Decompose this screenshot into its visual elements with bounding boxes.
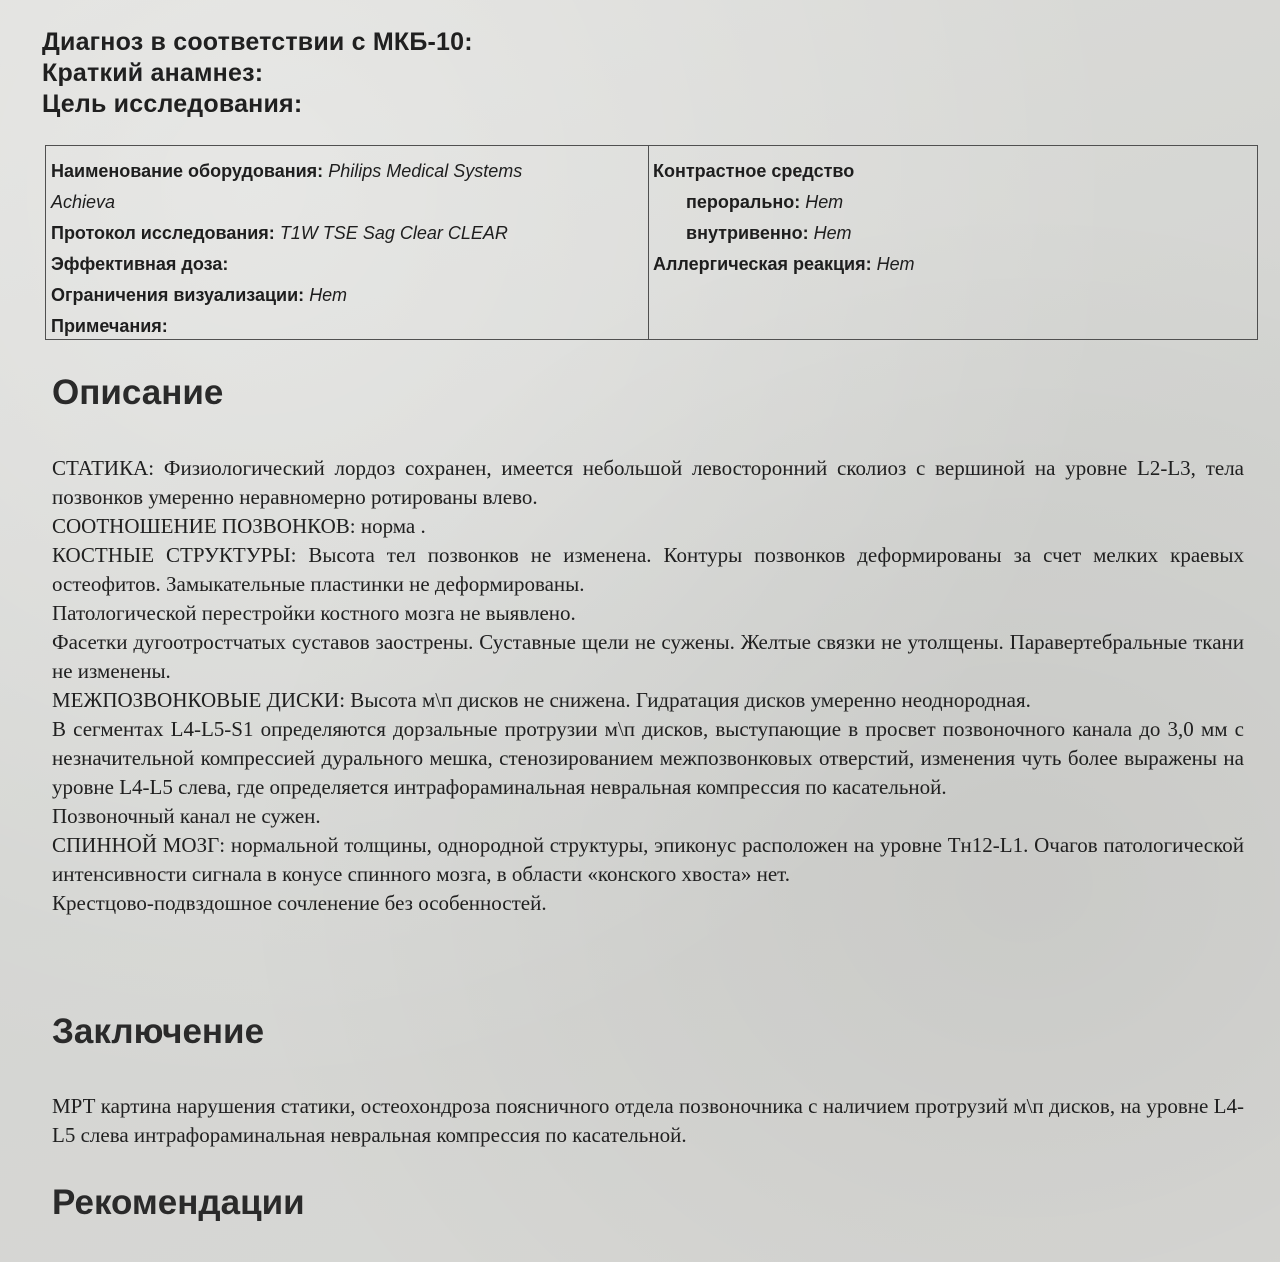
description-body — [52, 454, 1244, 918]
description-paragraph: КОСТНЫЕ СТРУКТУРЫ: Высота тел позвонков не изменена. Контуры позвонков деформированы за счет мелких краевых остеофитов. Замыкательные пластинки не деформированы. — [52, 543, 1244, 596]
dose-label: Эффективная доза: — [51, 254, 229, 274]
description-paragraph: МЕЖПОЗВОНКОВЫЕ ДИСКИ: Высота м\п дисков не снижена. Гидратация дисков умеренно неоднородная. — [52, 688, 1031, 712]
conclusion-text: МРТ картина нарушения статики, остеохондроза поясничного отдела позвоночника с наличием протрузий м\п дисков, на уровне L4-L5 слева интрафораминальная невральная компрессия по касательной. — [52, 1094, 1244, 1147]
limits-label: Ограничения визуализации: — [51, 285, 305, 305]
purpose-label: Цель исследования: — [42, 90, 303, 118]
oral-label: перорально: — [686, 192, 801, 212]
iv-label: внутривенно: — [686, 223, 809, 243]
description-paragraph: СПИННОЙ МОЗГ: нормальной толщины, однородной структуры, эпиконус расположен на уровне Тн12-L1. Очагов патологической интенсивности сигнала в конусе спинного мозга, в области «конского хвоста» нет. — [52, 833, 1244, 886]
description-paragraph: Позвоночный канал не сужен. — [52, 804, 321, 828]
oral-row — [653, 187, 1251, 218]
dose-row — [51, 249, 642, 280]
equipment-value: Philips Medical Systems — [328, 161, 523, 181]
exam-info-right-column — [649, 146, 1257, 339]
conclusion-heading: Заключение — [52, 1012, 265, 1051]
protocol-value: T1W TSE Sag Clear CLEAR — [279, 223, 508, 243]
equipment-row-cont — [51, 187, 642, 218]
protocol-row — [51, 218, 642, 249]
equipment-value-model: Achieva — [51, 192, 116, 212]
iv-row — [653, 218, 1251, 249]
diagnosis-label: Диагноз в соответствии с МКБ-10: — [42, 28, 473, 56]
description-paragraph: Крестцово-подвздошное сочленение без особенностей. — [52, 891, 547, 915]
notes-row — [51, 311, 642, 342]
protocol-label: Протокол исследования: — [51, 223, 275, 243]
anamnesis-label: Краткий анамнез: — [42, 59, 264, 87]
description-paragraph: СТАТИКА: Физиологический лордоз сохранен, имеется небольшой левосторонний сколиоз с вершиной на уровне L2-L3, тела позвонков умеренно неравномерно ротированы влево. — [52, 456, 1244, 509]
conclusion-body — [52, 1092, 1244, 1150]
allergy-value: Нет — [876, 254, 915, 274]
equipment-row — [51, 156, 642, 187]
contrast-label: Контрастное средство — [653, 161, 855, 181]
iv-value: Нет — [813, 223, 852, 243]
allergy-row — [653, 249, 1251, 280]
description-paragraph: Патологической перестройки костного мозга не выявлено. — [52, 601, 576, 625]
exam-info-table — [45, 145, 1258, 340]
oral-value: Нет — [805, 192, 844, 212]
exam-info-left-column — [46, 146, 649, 339]
description-paragraph: Фасетки дугоотростчатых суставов заострены. Суставные щели не сужены. Желтые связки не утолщены. Паравертебральные ткани не изменены. — [52, 630, 1244, 683]
description-heading: Описание — [52, 373, 224, 412]
description-paragraph: СООТНОШЕНИЕ ПОЗВОНКОВ: норма . — [52, 514, 426, 538]
equipment-label: Наименование оборудования: — [51, 161, 324, 181]
limits-value: Нет — [309, 285, 347, 305]
allergy-label: Аллергическая реакция: — [653, 254, 872, 274]
recommendations-heading: Рекомендации — [52, 1183, 305, 1222]
limits-row — [51, 280, 642, 311]
description-paragraph: В сегментах L4-L5-S1 определяются дорзальные протрузии м\п дисков, выступающие в просвет позвоночного канала до 3,0 мм с незначительной компрессией дурального мешка, стенозированием межпозвонковых отверстий, изменения чуть более выражены на уровне L4-L5 слева, где определяется интрафораминальная невральная компрессия по касательной. — [52, 717, 1244, 799]
contrast-row — [653, 156, 1251, 187]
notes-label: Примечания: — [51, 316, 168, 336]
